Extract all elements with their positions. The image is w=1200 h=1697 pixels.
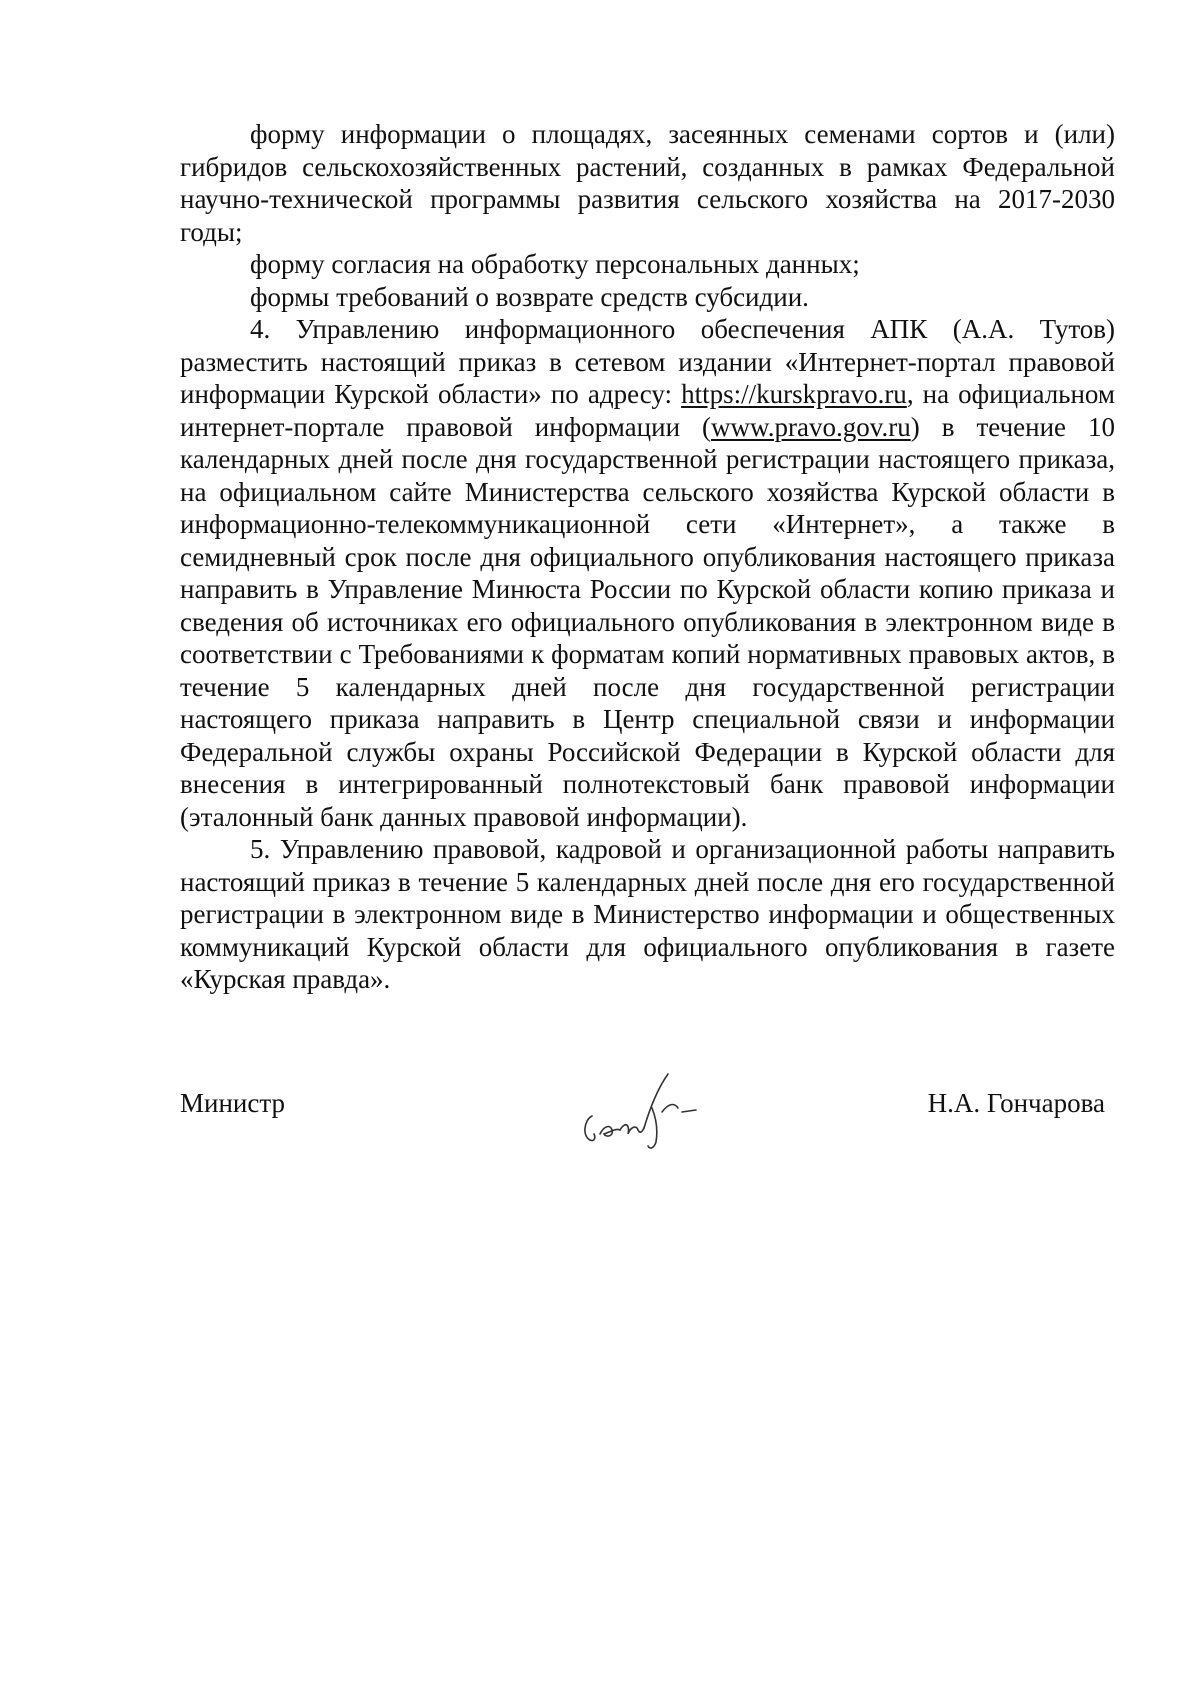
pravo-gov-link[interactable]: www.pravo.gov.ru xyxy=(711,411,911,442)
paragraph-item-4-text-a: 4. Управлению информационного обеспечения АПК (А.А. Тутов) разместить настоящий приказ в сетевом издании «Интернет-портал правовой информации Курской области» по адресу: xyxy=(180,314,1115,409)
paragraph-refund-forms: формы требований о возврате средств субсидии. xyxy=(250,281,809,312)
paragraph-item-4-text-b: , на официальном интернет-портале правовой информации ( xyxy=(180,379,1116,442)
paragraph-form-areas: форму информации о площадях, засеянных семенами сортов и (или) гибридов сельскохозяйственных растений, созданных в рамках Федеральной научно-технической программы развития сельского хозяйства на 2017-2030 годы; xyxy=(180,119,1115,247)
paragraph-item-5: 5. Управлению правовой, кадровой и организационной работы направить настоящий приказ в течение 5 календарных дней после дня его государственной регистрации в электронном виде в Министерство информации и общественных коммуникаций Курской области для официального опубликования в газете «Курская правда». xyxy=(180,834,1115,994)
paragraph-consent-form: форму согласия на обработку персональных данных; xyxy=(250,249,860,279)
handwritten-signature xyxy=(570,1068,710,1158)
document-body xyxy=(180,118,1115,996)
signatory-title: Министр xyxy=(180,1088,285,1118)
paragraph-item-4-text-c: ) в течение 10 календарных дней после дня государственной регистрации настоящего приказа, на официальном сайте Министерства сельского хозяйства Курской области в информационно-телекоммуникационной сети «Интернет», а также в семидневный срок после дня официального опубликования настоящего приказа направить в Управление Минюста России по Курской области копию приказа и сведения об источниках его официального опубликования в электронном виде в соответствии с Требованиями к форматам копий нормативных правовых актов, в течение 5 календарных дней после дня государственной регистрации настоящего приказа направить в Центр специальной связи и информации Федеральной службы охраны Российской Федерации в Курской области для внесения в интегрированный полнотекстовый банк правовой информации (эталонный банк данных правовой информации). xyxy=(180,411,1116,832)
signature-block xyxy=(180,1088,1115,1168)
signatory-name: Н.А. Гончарова xyxy=(927,1088,1105,1118)
paragraph-item-4 xyxy=(180,313,1115,833)
kurskpravo-link[interactable]: https://kurskpravo.ru xyxy=(681,379,907,409)
